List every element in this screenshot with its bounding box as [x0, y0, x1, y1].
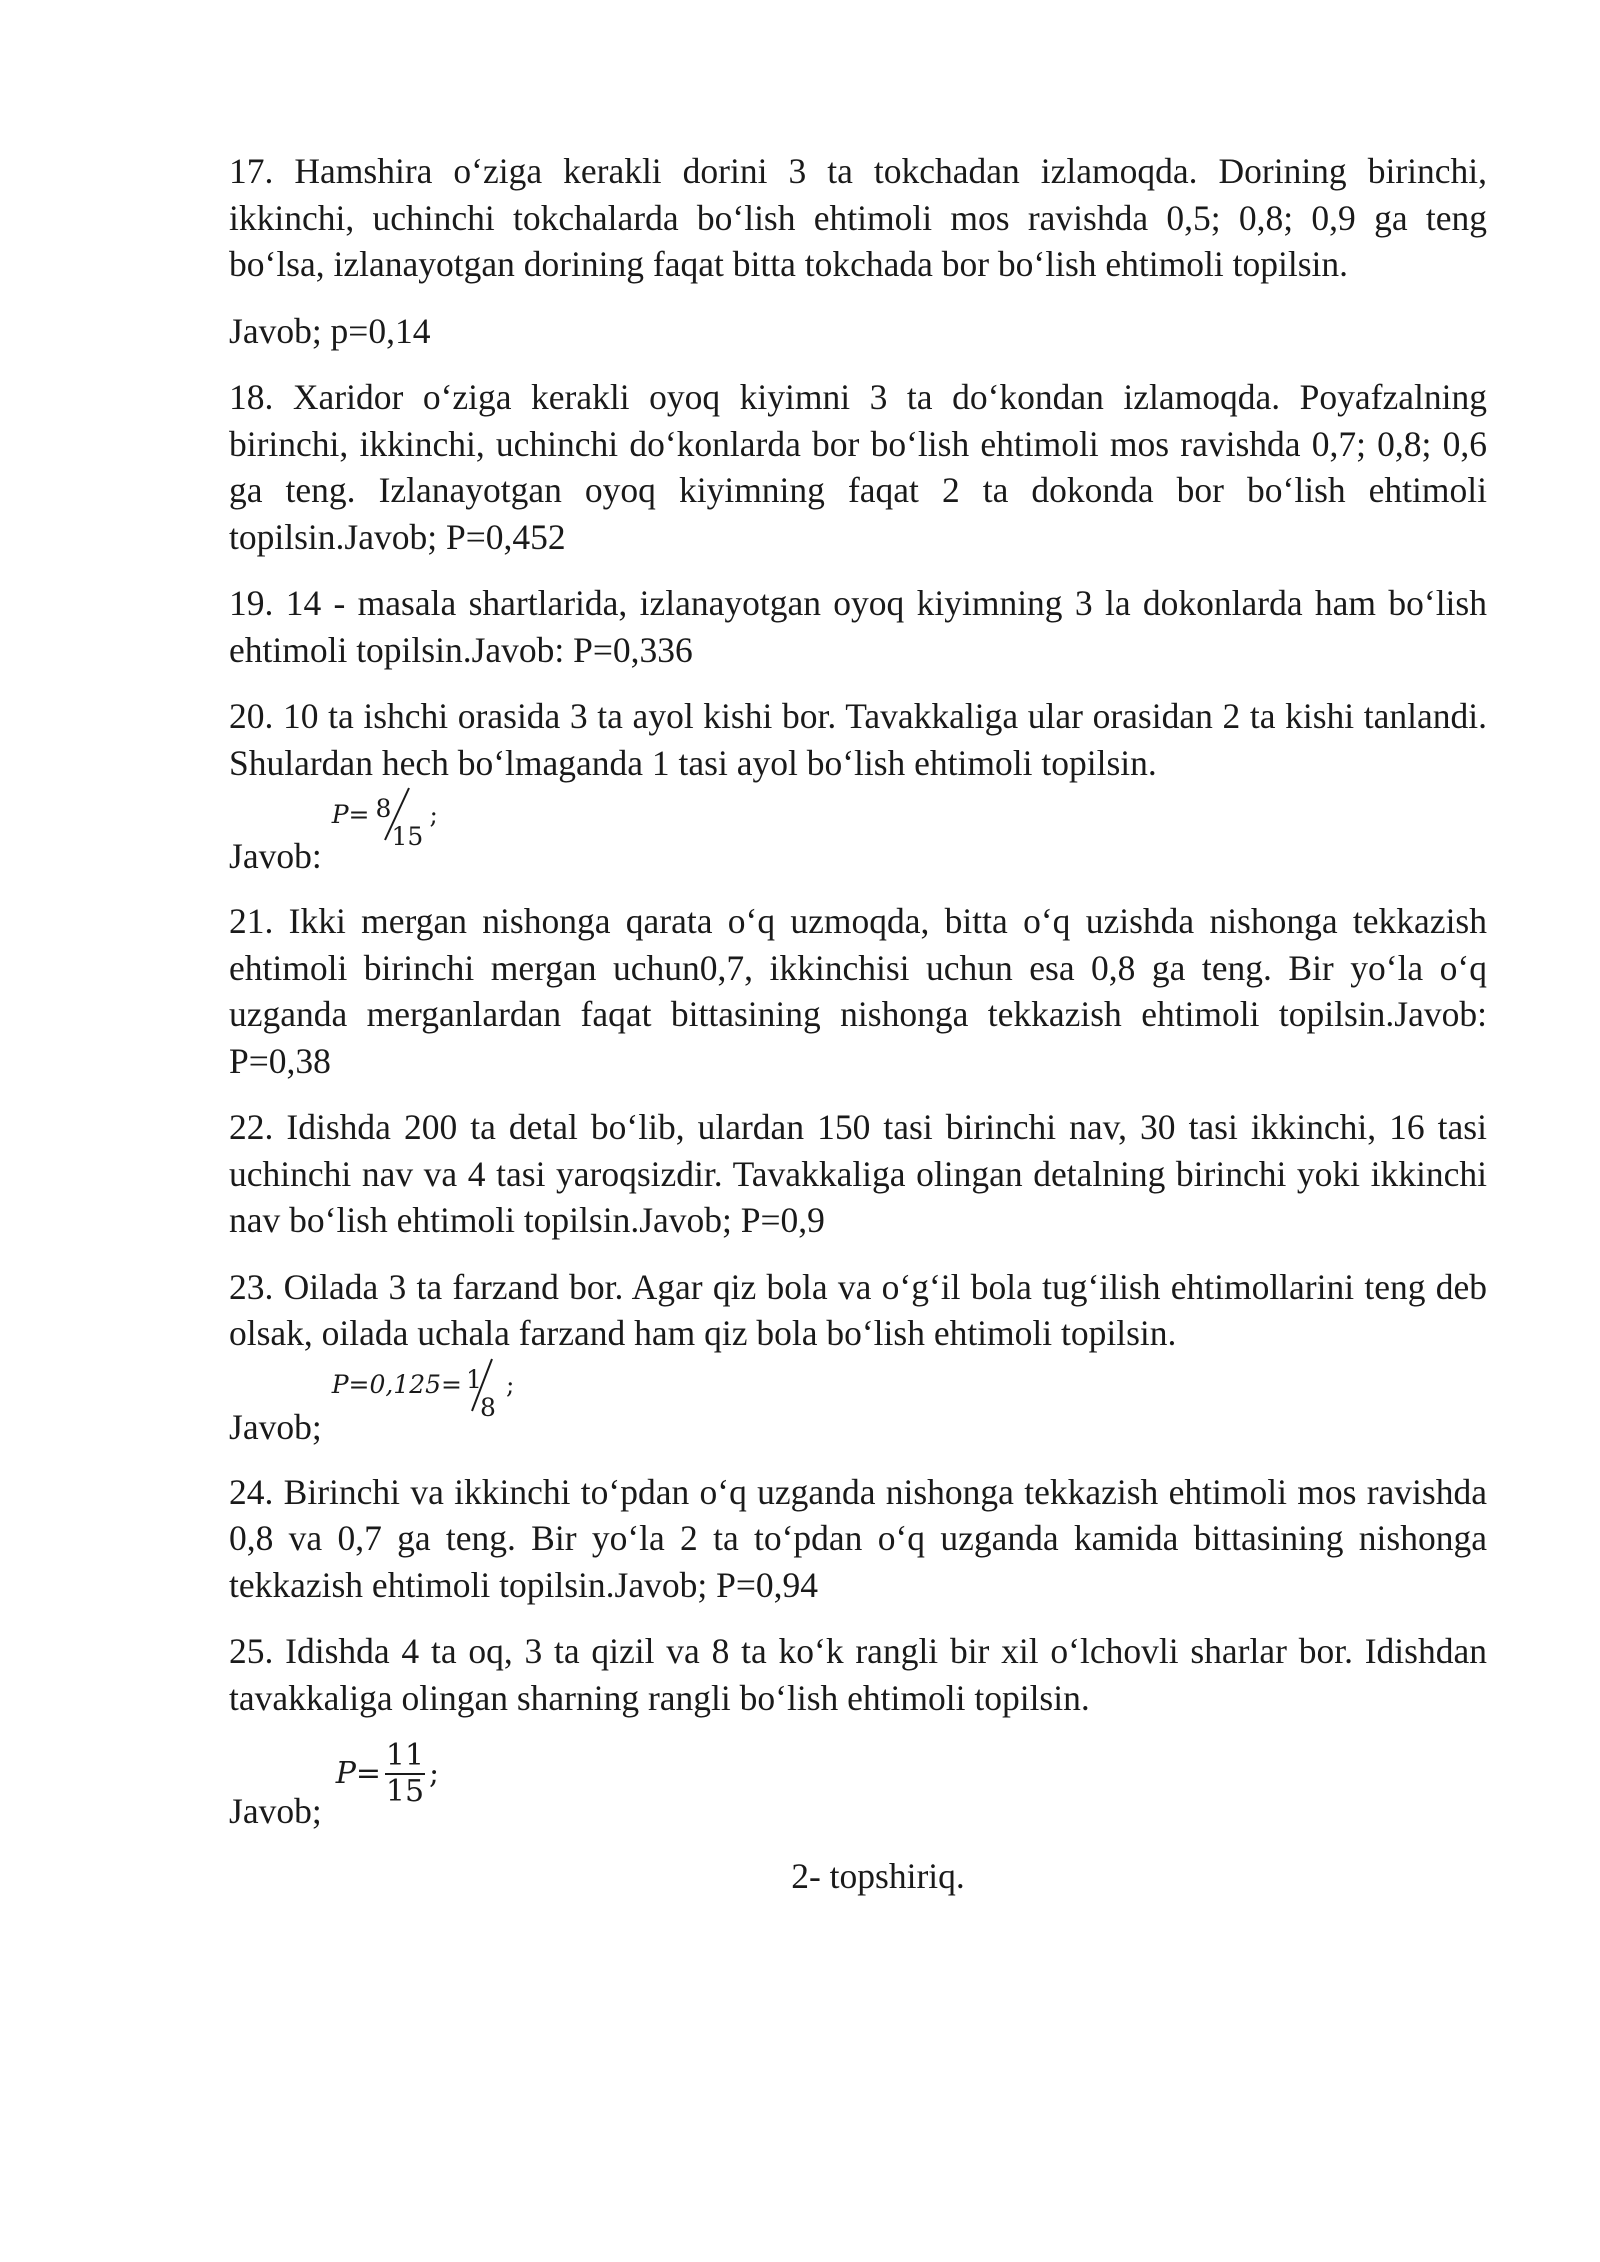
section-heading: 2- topshiriq. [791, 1856, 965, 1896]
formula-var: P [335, 1755, 356, 1791]
problem-18: 18. Xaridor o‘ziga kerakli oyoq kiyimni 3 ta do‘kondan izlamoqda. Poyafzalning birinchi, ikkinchi, uchinchi do‘konlarda bor bo‘lish ehtimoli mos ravishda 0,7; 0,8; 0,6 ga teng. Izlanayotgan oyoq kiyimning faqat 2 ta dokonda bor bo‘lish ehtimoli topilsin.Javob; P=0,452 [229, 377, 1487, 557]
fraction-numerator: 1 [465, 1364, 482, 1394]
formula [331, 1355, 515, 1422]
answer-label: Javob; [229, 1406, 322, 1447]
document-body [229, 148, 1487, 1900]
problem-24: 24. Birinchi va ikkinchi to‘pdan o‘q uzganda nishonga tekkazish ehtimoli mos ravishda 0,8 va 0,7 ga teng. Bir yo‘la 2 ta to‘pdan o‘q uzganda kamida bittasining nishonga tekkazish ehtimoli topilsin.Javob; P=0,94 [229, 1471, 1487, 1605]
formula-eq: = [348, 799, 370, 829]
answer-23 [229, 1364, 1487, 1447]
answer-17: Javob; p=0,14 [229, 310, 431, 351]
fraction-denominator: 15 [385, 1774, 425, 1809]
fraction-numerator: 8 [375, 794, 392, 823]
formula-semicolon: ; [505, 1370, 515, 1400]
problem-22: 22. Idishda 200 ta detal bo‘lib, ulardan 150 tasi birinchi nav, 30 tasi ikkinchi, 16 tasi uchinchi nav va 4 tasi yaroqsizdir. Tavakkaliga olingan detalning birinchi yoki ikkinchi nav bo‘lish ehtimoli topilsin.Javob; P=0,9 [229, 1107, 1487, 1240]
slash-fraction [462, 1355, 504, 1422]
problem-25: 25. Idishda 4 ta oq, 3 ta qizil va 8 ta ko‘k rangli bir xil o‘lchovli sharlar bor. Idishdan tavakkaliga olingan sharning rangli bo‘lish ehtimoli topilsin. [229, 1631, 1487, 1718]
formula-expression: P=0,125= [331, 1370, 462, 1400]
stacked-fraction [385, 1739, 425, 1809]
slash-fraction [369, 784, 427, 851]
fraction-denominator: 15 [391, 822, 424, 851]
problem-23: 23. Oilada 3 ta farzand bor. Agar qiz bola va o‘g‘il bola tug‘ilish ehtimollarini teng deb olsak, oilada uchala farzand ham qiz bola bo‘lish ehtimoli topilsin. [229, 1266, 1487, 1353]
fraction-numerator: 11 [385, 1738, 425, 1773]
problem-20: 20. 10 ta ishchi orasida 3 ta ayol kishi bor. Tavakkaliga ular orasidan 2 ta kishi tanlandi. Shulardan hech bo‘lmaganda 1 tasi ayol bo‘lish ehtimoli topilsin. [229, 696, 1487, 783]
formula [331, 784, 438, 851]
problem-17: 17. Hamshira o‘ziga kerakli dorini 3 ta tokchadan izlamoqda. Dorining birinchi, ikkinchi, uchinchi tokchalarda bo‘lish ehtimoli mos ravishda 0,5; 0,8; 0,9 ga teng bo‘lsa, izlanayotgan dorining faqat bitta tokchada bor bo‘lish ehtimoli topilsin. [229, 151, 1487, 284]
formula-eq: = [355, 1755, 382, 1791]
answer-label: Javob: [229, 836, 322, 876]
formula [336, 1739, 439, 1809]
formula-semicolon: ; [429, 799, 438, 829]
formula-semicolon: ; [429, 1755, 440, 1791]
fraction-denominator: 8 [479, 1392, 496, 1422]
answer-25 [229, 1738, 1487, 1831]
answer-20 [229, 794, 1487, 876]
answer-label: Javob; [229, 1791, 322, 1831]
problem-19: 19. 14 - masala shartlarida, izlanayotgan oyoq kiyimning 3 la dokonlarda ham bo‘lish ehtimoli topilsin.Javob: P=0,336 [229, 583, 1487, 670]
formula-var: P [331, 799, 349, 829]
problem-21: 21. Ikki mergan nishonga qarata o‘q uzmoqda, bitta o‘q uzishda nishonga tekkazish ehtimoli birinchi mergan uchun0,7, ikkinchisi uchun esa 0,8 ga teng. Bir yo‘la o‘q uzganda merganlardan faqat bittasining nishonga tekkazish ehtimoli topilsin.Javob: P=0,38 [229, 901, 1487, 1081]
